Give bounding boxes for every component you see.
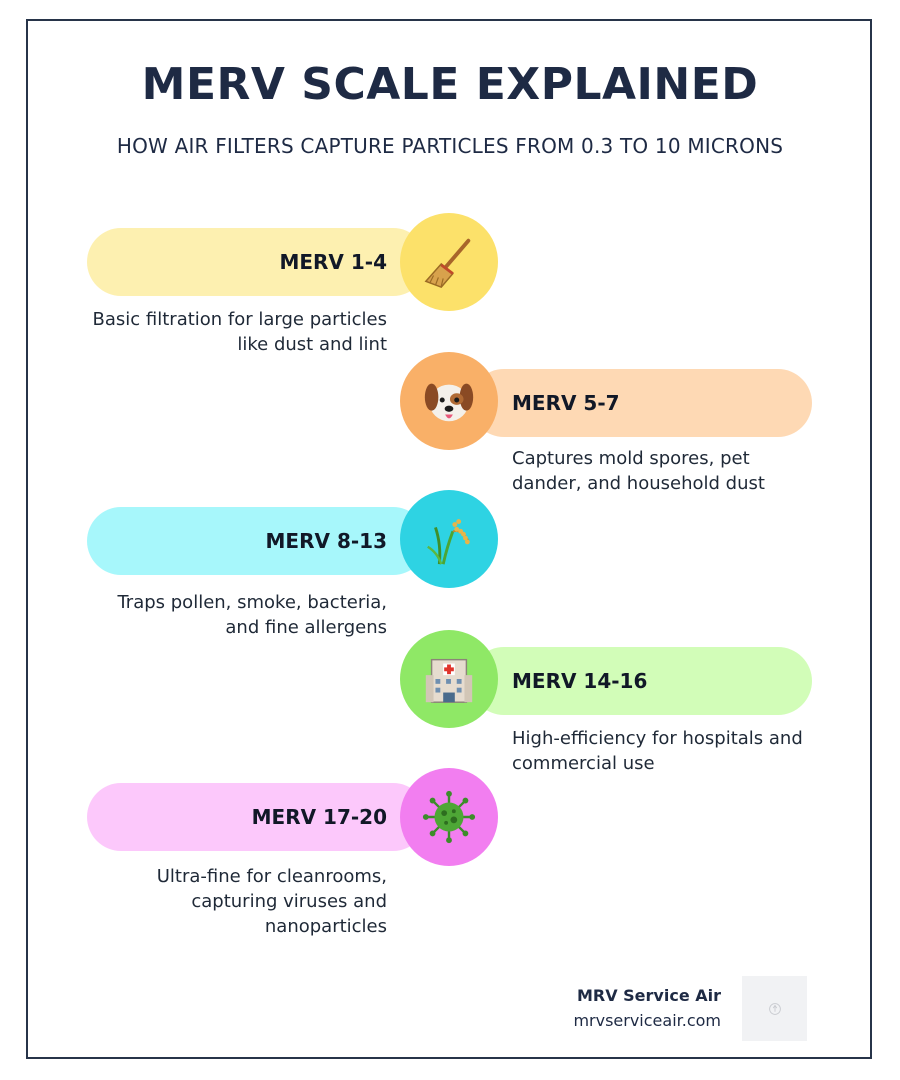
merv-14-16-description: High-efficiency for hospitals and commercial use (512, 728, 803, 774)
brand-name: MRV Service Air (576, 986, 721, 1005)
merv-8-13-label: MERV 8-13 (265, 529, 387, 553)
merv-8-13-circle (400, 490, 498, 588)
merv-1-4-pill (87, 228, 427, 296)
merv-14-16-label: MERV 14-16 (512, 669, 648, 693)
merv-14-16-circle (400, 630, 498, 728)
brand-logo (742, 976, 807, 1041)
merv-17-20-circle (400, 768, 498, 866)
merv-17-20-description: Ultra-fine for cleanrooms, capturing viruses and nanoparticles (156, 866, 387, 937)
merv-5-7-description: Captures mold spores, pet dander, and household dust (512, 448, 765, 494)
microbe-icon (420, 788, 478, 846)
page-title: MERV SCALE EXPLAINED (141, 59, 759, 110)
merv-1-4-circle (400, 213, 498, 311)
merv-8-13-description: Traps pollen, smoke, bacteria, and fine allergens (117, 592, 387, 638)
merv-1-4-label: MERV 1-4 (279, 250, 387, 274)
dog-face-icon (420, 372, 478, 430)
hospital-icon (420, 650, 478, 708)
merv-14-16-pill (470, 647, 812, 715)
merv-5-7-label: MERV 5-7 (512, 391, 620, 415)
merv-17-20-label: MERV 17-20 (251, 805, 387, 829)
merv-1-4-description: Basic filtration for large particles like dust and lint (92, 309, 387, 355)
logo-mark-icon (766, 1000, 784, 1018)
brand-url[interactable]: mrvserviceair.com (573, 1011, 721, 1030)
merv-8-13-pill (87, 507, 427, 575)
broom-icon (420, 233, 478, 291)
merv-5-7-circle (400, 352, 498, 450)
page-subtitle: HOW AIR FILTERS CAPTURE PARTICLES FROM 0.3 TO 10 MICRONS (116, 134, 784, 158)
rice-plant-icon (420, 510, 478, 568)
merv-5-7-pill (470, 369, 812, 437)
merv-17-20-pill (87, 783, 427, 851)
